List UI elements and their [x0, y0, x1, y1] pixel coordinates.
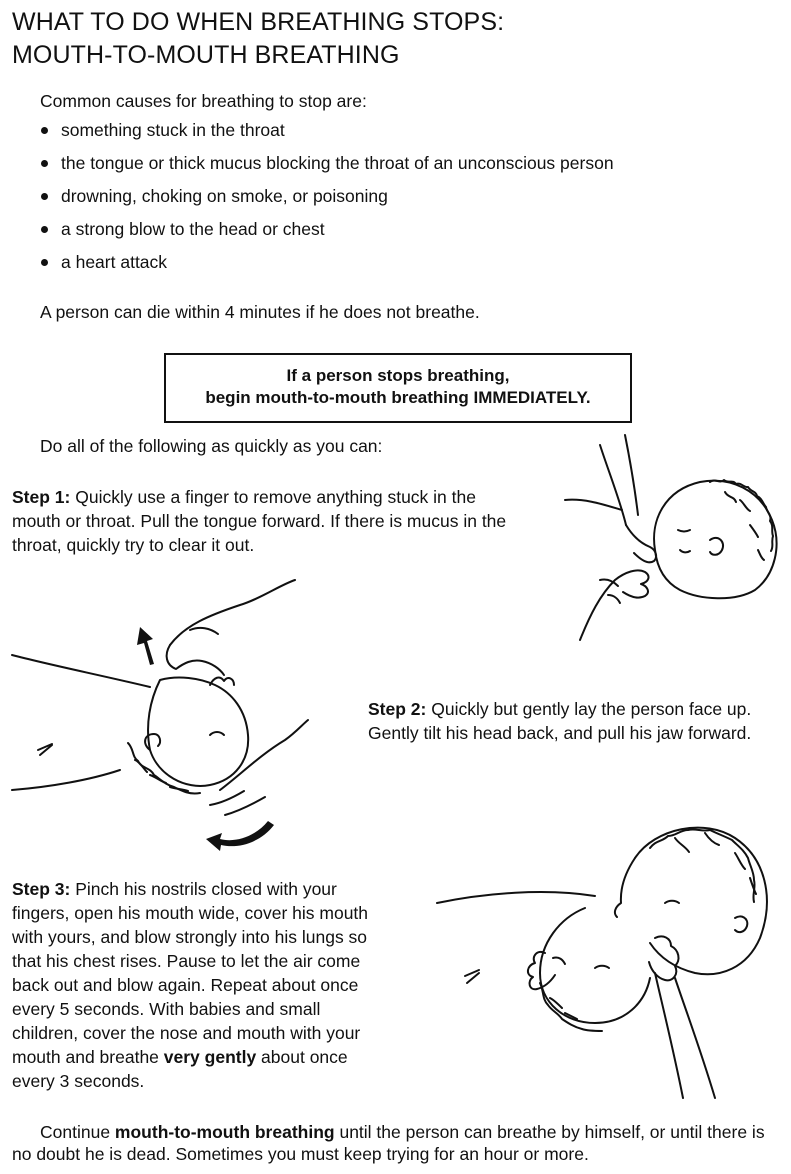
step-2-label: Step 2:	[368, 699, 427, 719]
closing-after: until the person can breathe by himself, or until there is no doubt he is dead. Sometimes you must keep trying for an hour or more.	[12, 1122, 765, 1164]
cause-item: drowning, choking on smoke, or poisoning	[40, 185, 614, 218]
closing-emphasis: mouth-to-mouth breathing	[114, 1122, 335, 1142]
step-3-text: Pinch his nostrils closed with your fingers, open his mouth wide, cover his mouth with yours, and blow strongly into his lungs so that his chest rises. Pause to let the air come back out and blow again. Repeat about once every 5 seconds. With babies and small children, cover the nose and mouth with your mouth and breathe	[12, 879, 369, 1067]
step-1-label: Step 1:	[12, 487, 71, 507]
cause-item: something stuck in the throat	[40, 119, 614, 152]
step-3-emphasis: very gently	[163, 1047, 257, 1067]
step-2-illustration	[10, 575, 310, 855]
causes-list	[40, 119, 614, 284]
cause-item: the tongue or thick mucus blocking the throat of an unconscious person	[40, 152, 614, 185]
step-1-illustration	[560, 430, 785, 655]
mouth-to-mouth-icon	[435, 808, 785, 1108]
step-3-text-end: about once every 3 seconds.	[12, 1047, 348, 1091]
head-tilt-jaw-icon	[10, 575, 310, 855]
page-title	[12, 6, 782, 72]
step-3	[12, 877, 390, 1093]
step-1	[12, 485, 512, 557]
finger-clearing-mouth-icon	[560, 430, 785, 655]
step-1-text: Quickly use a finger to remove anything stuck in the mouth or throat. Pull the tongue forward. If there is mucus in the throat, quickly try to clear it out.	[12, 487, 507, 555]
step-3-illustration	[435, 808, 785, 1108]
callout-line-2: begin mouth-to-mouth breathing IMMEDIATELY.	[205, 388, 591, 407]
title-line-1: WHAT TO DO WHEN BREATHING STOPS:	[12, 8, 505, 36]
closing-before: Continue	[40, 1122, 115, 1142]
callout-line-1: If a person stops breathing,	[286, 366, 510, 385]
cause-item: a heart attack	[40, 251, 614, 284]
step-2	[368, 697, 783, 745]
time-warning: A person can die within 4 minutes if he does not breathe.	[40, 302, 480, 322]
causes-intro: Common causes for breathing to stop are:	[40, 91, 367, 111]
step-3-label: Step 3:	[12, 879, 71, 899]
closing-paragraph	[12, 1121, 787, 1165]
title-line-2: MOUTH-TO-MOUTH BREATHING	[12, 41, 400, 69]
instructions-intro: Do all of the following as quickly as you can:	[40, 436, 383, 456]
step-2-text: Quickly but gently lay the person face up. Gently tilt his head back, and pull his jaw forward.	[368, 699, 752, 743]
callout-box	[164, 353, 632, 423]
cause-item: a strong blow to the head or chest	[40, 218, 614, 251]
